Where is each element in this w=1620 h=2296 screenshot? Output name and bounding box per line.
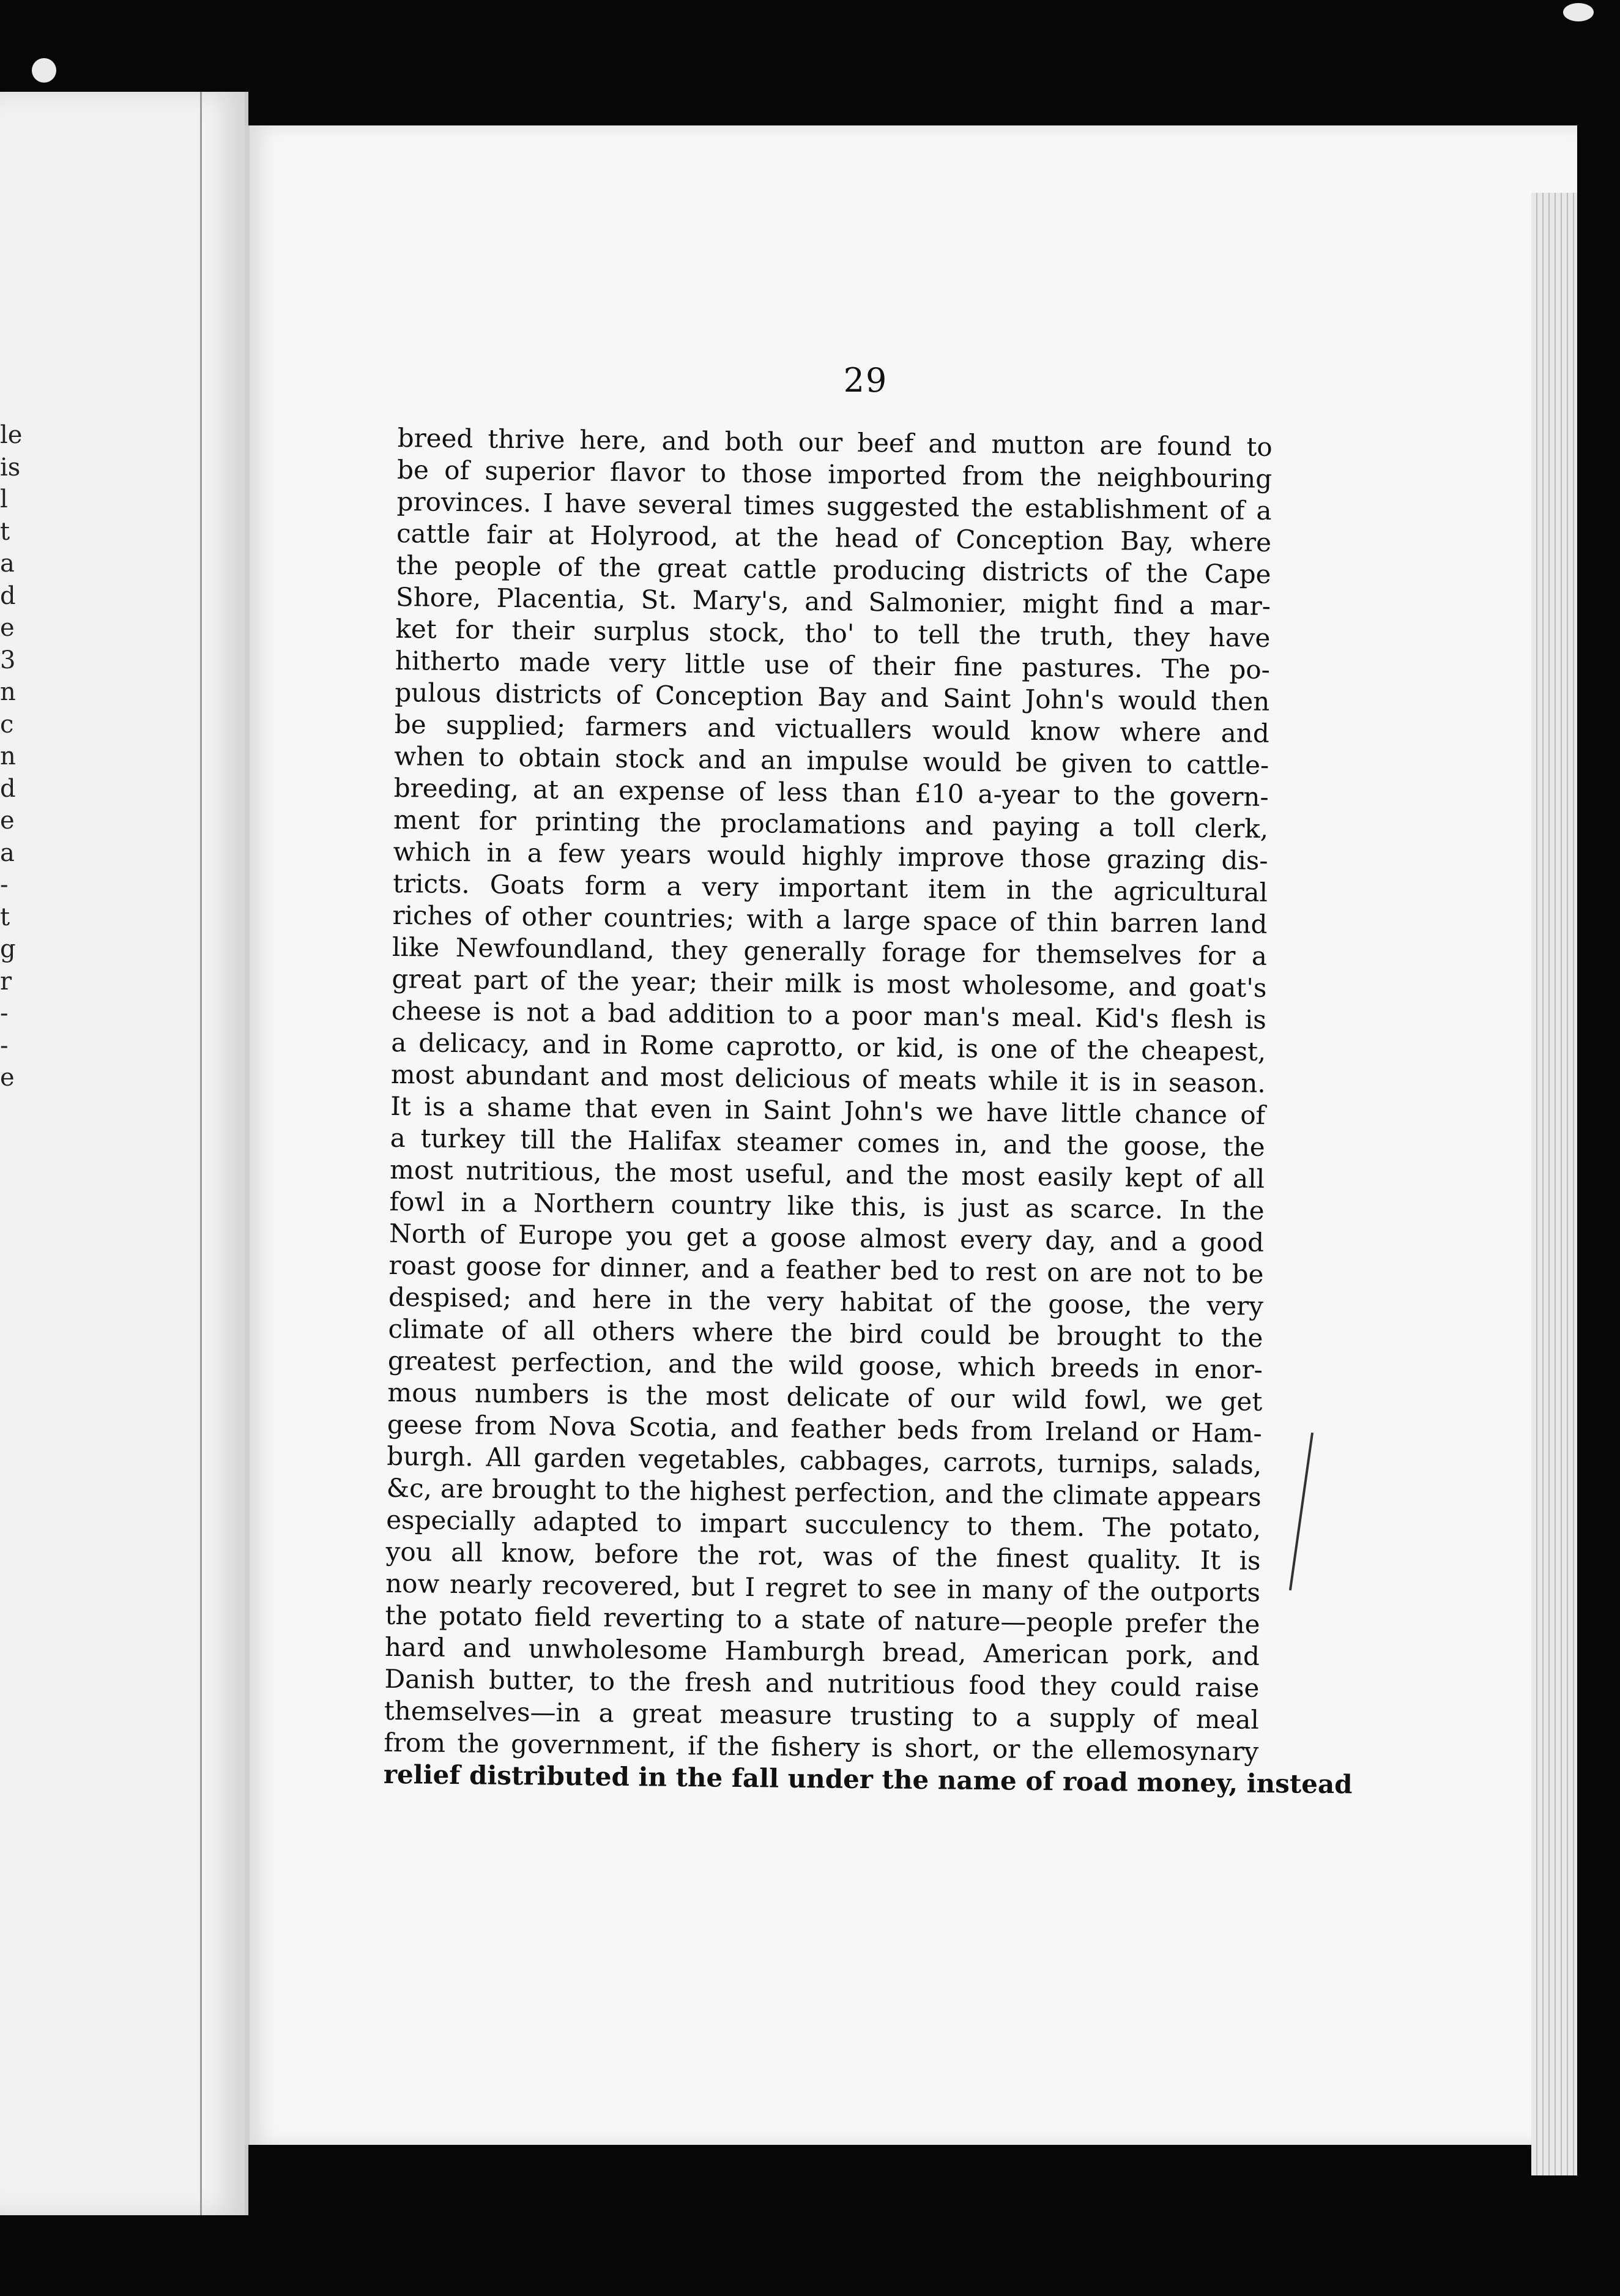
text-line: breeding, at an expense of less than £10 a-year to the govern- [393,772,1269,812]
text-line: now nearly recovered, but I regret to see in many of the outports [385,1568,1261,1608]
text-line: themselves—in a great measure trusting to a supply of meal [384,1695,1260,1735]
text-line: burgh. All garden vegetables, cabbages, carrots, turnips, salads, [387,1441,1262,1480]
edge-letter: le [0,421,23,449]
edge-letter: a [0,550,15,578]
page-number: 29 [843,361,888,400]
text-line: cattle fair at Holyrood, at the head of Conception Bay, where [396,518,1272,557]
edge-letter: 3 [0,646,16,674]
text-line: provinces. I have several times suggested the establishment of a [396,486,1272,526]
text-line: cheese is not a bad addition to a poor man's meal. Kid's flesh is [391,995,1267,1035]
text-line: hard and unwholesome Hamburgh bread, American pork, and [384,1631,1260,1671]
text-line: breed thrive here, and both our beef and mutton are found to [397,422,1273,462]
edge-letter: t [0,903,10,931]
text-line: Shore, Placentia, St. Mary's, and Salmonier, might find a mar- [395,581,1271,621]
dust-speck [32,58,56,83]
edge-letter: e [0,807,15,835]
edge-letter: r [0,967,12,996]
text-line: greatest perfection, and the wild goose, which breeds in enor- [387,1345,1263,1385]
edge-letter: e [0,1064,15,1092]
text-line: the people of the great cattle producing districts of the Cape [396,550,1271,589]
text-line: a delicacy, and in Rome caprotto, or kid, is one of the cheapest, [391,1027,1266,1067]
text-line: you all know, before the rot, was of the finest quality. It is [385,1536,1261,1576]
edge-letter: n [0,678,16,706]
edge-letter: d [0,581,16,610]
edge-letter: l [0,485,8,513]
text-line: roast goose for dinner, and a feather bed to rest on are not to be [388,1250,1264,1289]
text-line: climate of all others where the bird could be brought to the [388,1313,1263,1353]
edge-letter: - [0,1031,9,1060]
text-line: &c, are brought to the highest perfection, and the climate appears [386,1472,1261,1512]
page-spine [200,92,202,2215]
text-line: relief distributed in the fall under the name of road money, instead [383,1759,1353,1800]
dust-speck [1563,3,1594,21]
text-line: most abundant and most delicious of meats while it is in season. [390,1059,1266,1098]
edge-letter: - [0,871,9,899]
text-line: when to obtain stock and an impulse would be given to cattle- [394,740,1269,780]
edge-letter: c [0,710,14,739]
text-line: fowl in a Northern country like this, is just as scarce. In the [389,1186,1265,1226]
page-body-text [383,422,1353,1800]
text-line: from the government, if the fishery is short, or the ellemosynary [384,1727,1259,1767]
text-line: riches of other countries; with a large space of thin barren land [392,900,1268,939]
text-line: North of Europe you get a goose almost every day, and a good [388,1218,1265,1258]
edge-letter: e [0,614,15,642]
text-line: geese from Nova Scotia, and feather beds from Ireland or Ham- [387,1409,1263,1448]
text-line: mous numbers is the most delicate of our wild fowl, we get [387,1377,1263,1417]
text-line: be of superior flavor to those imported from the neighbouring [396,454,1273,494]
text-line: ket for their surplus stock, tho' to tell the truth, they have [395,613,1271,653]
text-line: hitherto made very little use of their fine pastures. The po- [395,645,1271,685]
text-line: most nutritious, the most useful, and the most easily kept of all [389,1154,1265,1194]
previous-page-letters [0,419,24,1094]
edge-letter: a [0,838,15,867]
edge-letter: t [0,517,10,546]
edge-letter: d [0,774,16,803]
edge-letter: - [0,999,9,1027]
text-line: Danish butter, to the fresh and nutritious food they could raise [384,1663,1260,1703]
text-line: which in a few years would highly improve those grazing dis- [393,836,1268,876]
text-line: It is a shame that even in Saint John's we have little chance of [390,1090,1266,1130]
text-line: tricts. Goats form a very important item in the agricultural [392,868,1268,908]
page-edges [1531,193,1577,2175]
previous-page-edge [0,92,248,2215]
text-line: great part of the year; their milk is most wholesome, and goat's [392,963,1267,1003]
text-line: be supplied; farmers and victuallers would know where and [394,709,1270,748]
text-line: the potato field reverting to a state of nature—people prefer the [385,1600,1260,1639]
edge-letter: g [0,935,16,963]
text-line: pulous districts of Conception Bay and Saint John's would then [395,677,1270,717]
text-line: especially adapted to impart succulency to them. The potato, [385,1504,1261,1544]
text-line: like Newfoundland, they generally forage for themselves for a [392,931,1268,971]
edge-letter: is [0,453,21,482]
text-line: despised; and here in the very habitat of the goose, the very [388,1281,1264,1321]
text-line: ment for printing the proclamations and paying a toll clerk, [393,804,1269,844]
edge-letter: n [0,742,16,770]
text-line: a turkey till the Halifax steamer comes in, and the goose, the [390,1122,1265,1162]
